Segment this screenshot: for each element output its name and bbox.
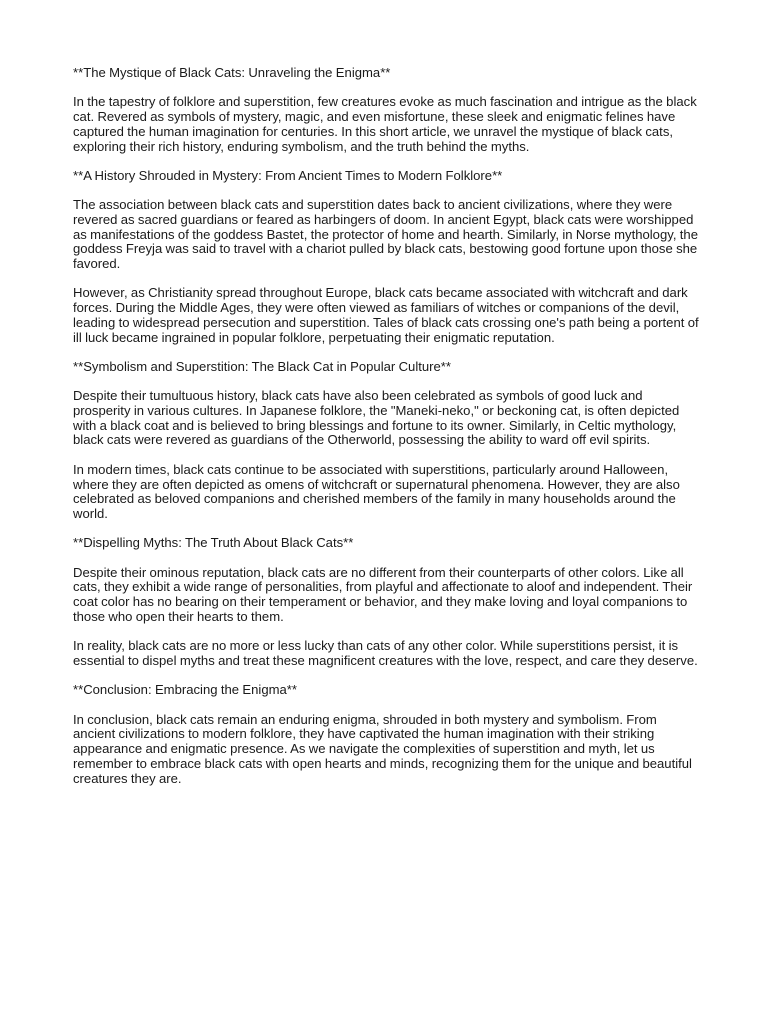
myths-paragraph-1: Despite their ominous reputation, black cats are no different from their counterparts of other colors. Like all cats, they exhibit a wide range of personalities, from playful and affectionate to aloof and independent. Their coat color has no bearing on their temperament or behavior, and they make loving and loyal companions to those who open their hearts to them. <box>73 564 693 624</box>
section-heading-symbolism: **Symbolism and Superstition: The Black Cat in Popular Culture** <box>73 358 451 374</box>
history-paragraph-2: However, as Christianity spread throughout Europe, black cats became associated with witchcraft and dark forces. During the Middle Ages, they were often viewed as familiars of witches or companions of the devil, leading to widespread persecution and superstition. Tales of black cats crossing one's path being a portent of ill luck became ingrained in popular folklore, perpetuating their enigmatic reputation. <box>73 285 699 345</box>
section-heading-history: **A History Shrouded in Mystery: From Ancient Times to Modern Folklore** <box>73 167 503 183</box>
symbolism-paragraph-2: In modern times, black cats continue to be associated with superstitions, particularly around Halloween, where they are often depicted as omens of witchcraft or supernatural phenomena. However, they are also celebrated as beloved companions and cherished members of the family in many households around the world. <box>73 461 680 521</box>
conclusion-paragraph: In conclusion, black cats remain an enduring enigma, shrouded in both mystery and symbolism. From ancient civilizations to modern folklore, they have captivated the human imagination with their striking appearance and enigmatic presence. As we navigate the complexities of superstition and myth, let us remember to embrace black cats with open hearts and minds, recognizing them for the unique and beautiful creatures they are. <box>73 711 692 786</box>
symbolism-paragraph-1: Despite their tumultuous history, black cats have also been celebrated as symbols of good luck and prosperity in various cultures. In Japanese folklore, the "Maneki-neko," or beckoning cat, is often depicted with a black coat and is believed to bring blessings and fortune to its owner. Similarly, in Celtic mythology, black cats were revered as guardians of the Otherworld, possessing the ability to ward off evil spirits. <box>73 388 680 448</box>
document-title: **The Mystique of Black Cats: Unraveling the Enigma** <box>73 65 391 80</box>
document-page <box>73 66 699 801</box>
intro-paragraph: In the tapestry of folklore and superstition, few creatures evoke as much fascination and intrigue as the black cat. Revered as symbols of mystery, magic, and even misfortune, these sleek and enigmatic felines have captured the human imagination for centuries. In this short article, we unravel the mystique of black cats, exploring their rich history, enduring symbolism, and the truth behind the myths. <box>73 94 697 154</box>
section-heading-myths: **Dispelling Myths: The Truth About Black Cats** <box>73 535 354 551</box>
section-heading-conclusion: **Conclusion: Embracing the Enigma** <box>73 682 297 698</box>
history-paragraph-1: The association between black cats and superstition dates back to ancient civilizations, where they were revered as sacred guardians or feared as harbingers of doom. In ancient Egypt, black cats were worshipped as manifestations of the goddess Bastet, the protector of home and hearth. Similarly, in Norse mythology, the goddess Freyja was said to travel with a chariot pulled by black cats, bestowing good fortune upon those she favored. <box>73 197 698 272</box>
myths-paragraph-2: In reality, black cats are no more or less lucky than cats of any other color. While superstitions persist, it is essential to dispel myths and treat these magnificent creatures with the love, respect, and care they deserve. <box>73 638 698 668</box>
